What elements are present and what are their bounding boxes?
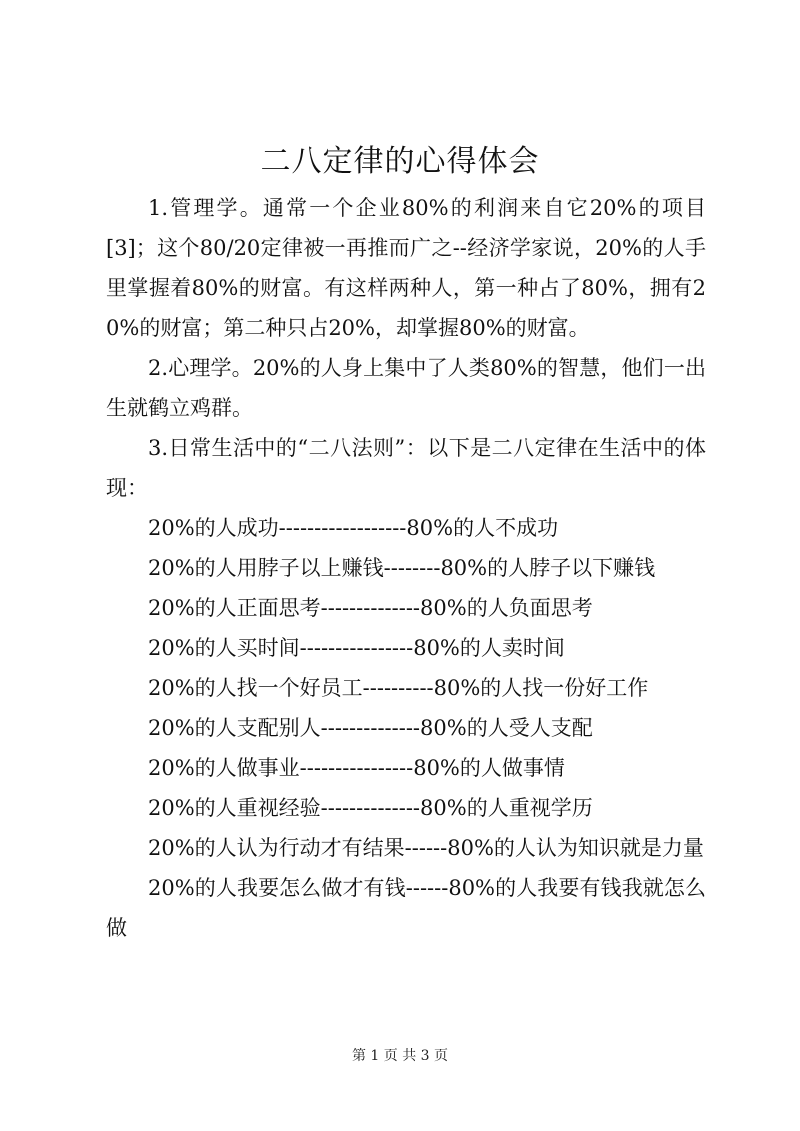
comparison-line: 20%的人找一个好员工----------80%的人找一份好工作 — [148, 676, 649, 700]
comparison-line: 20%的人我要怎么做才有钱------80%的人我要有钱我就怎么做 — [106, 876, 706, 940]
comparison-line: 20%的人成功------------------80%的人不成功 — [148, 516, 559, 540]
comparison-line: 20%的人正面思考--------------80%的人负面思考 — [148, 596, 593, 620]
comparison-line: 20%的人重视经验--------------80%的人重视学历 — [148, 796, 593, 820]
comparison-line: 20%的人买时间----------------80%的人卖时间 — [148, 636, 565, 660]
paragraph-psychology: 2.心理学。20%的人身上集中了人类80%的智慧，他们一出生就鹤立鸡群。 — [106, 356, 706, 420]
paragraph-daily-life: 3.日常生活中的“二八法则”：以下是二八定律在生活中的体现： — [106, 436, 706, 500]
comparison-line: 20%的人用脖子以上赚钱--------80%的人脖子以下赚钱 — [148, 556, 656, 580]
document-title: 二八定律的心得体会 — [260, 144, 540, 179]
comparison-line: 20%的人支配别人--------------80%的人受人支配 — [148, 716, 593, 740]
page-number: 第 1 页 共 3 页 — [351, 1048, 449, 1064]
paragraph-management: 1.管理学。通常一个企业80%的利润来自它20%的项目[3]；这个80/20定律被一再推而广之--经济学家说，20%的人手里掌握着80%的财富。有这样两种人，第一种占了80%，拥有20%的财富；第二种只占20%，却掌握80%的财富。 — [106, 196, 706, 340]
document-body — [106, 188, 706, 948]
page-footer — [0, 1046, 800, 1066]
comparison-line: 20%的人认为行动才有结果------80%的人认为知识就是力量 — [148, 836, 704, 860]
comparison-line: 20%的人做事业----------------80%的人做事情 — [148, 756, 565, 780]
